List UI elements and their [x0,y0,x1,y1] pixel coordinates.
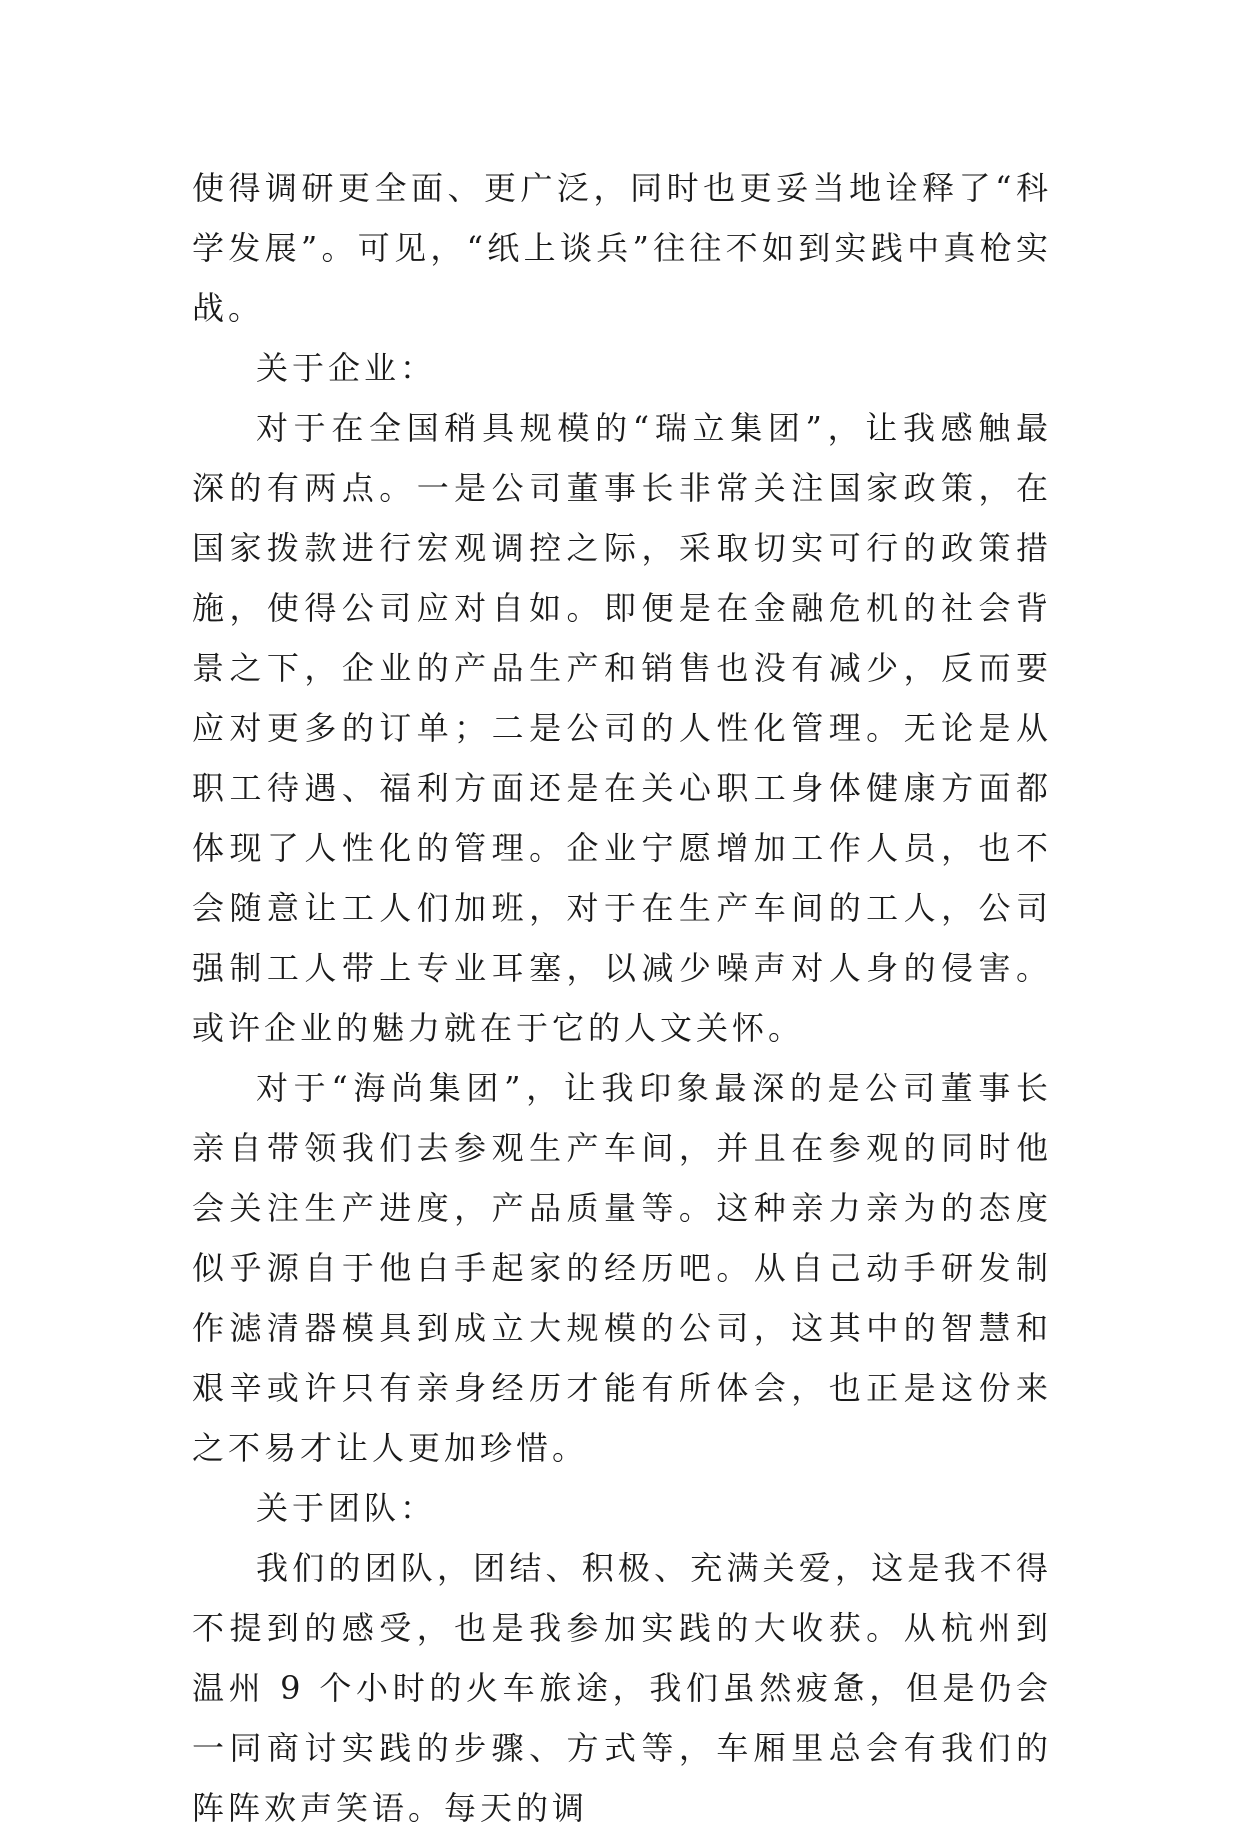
paragraph-continuation: 使得调研更全面、更广泛，同时也更妥当地诠释了“科学发展”。可见，“纸上谈兵”往往不如到实践中真枪实战。 [192,169,1052,327]
paragraph-haishang-group: 对于“海尚集团”，让我印象最深的是公司董事长亲自带领我们去参观生产车间，并且在参观的同时他会关注生产进度，产品质量等。这种亲力亲为的态度似乎源自于他白手起家的经历吧。从自己动手研发制作滤清器模具到成立大规模的公司，这其中的智慧和艰辛或许只有亲身经历才能有所体会，也正是这份来之不易才让人更加珍惜。 [192,1069,1052,1467]
document-body [192,158,1052,1838]
paragraph-team: 我们的团队，团结、积极、充满关爱，这是我不得不提到的感受，也是我参加实践的大收获。从杭州到温州 9 个小时的火车旅途，我们虽然疲惫，但是仍会一同商讨实践的步骤、方式等，车厢里总会有我们的阵阵欢声笑语。每天的调 [192,1549,1052,1827]
section-heading-enterprise: 关于企业： [256,349,437,387]
section-heading-team: 关于团队： [256,1489,437,1527]
paragraph-ruili-group: 对于在全国稍具规模的“瑞立集团”，让我感触最深的有两点。一是公司董事长非常关注国家政策，在国家拨款进行宏观调控之际，采取切实可行的政策措施，使得公司应对自如。即便是在金融危机的社会背景之下，企业的产品生产和销售也没有减少，反而要应对更多的订单；二是公司的人性化管理。无论是从职工待遇、福利方面还是在关心职工身体健康方面都体现了人性化的管理。企业宁愿增加工作人员，也不会随意让工人们加班，对于在生产车间的工人，公司强制工人带上专业耳塞，以减少噪声对人身的侵害。或许企业的魅力就在于它的人文关怀。 [192,409,1052,1047]
